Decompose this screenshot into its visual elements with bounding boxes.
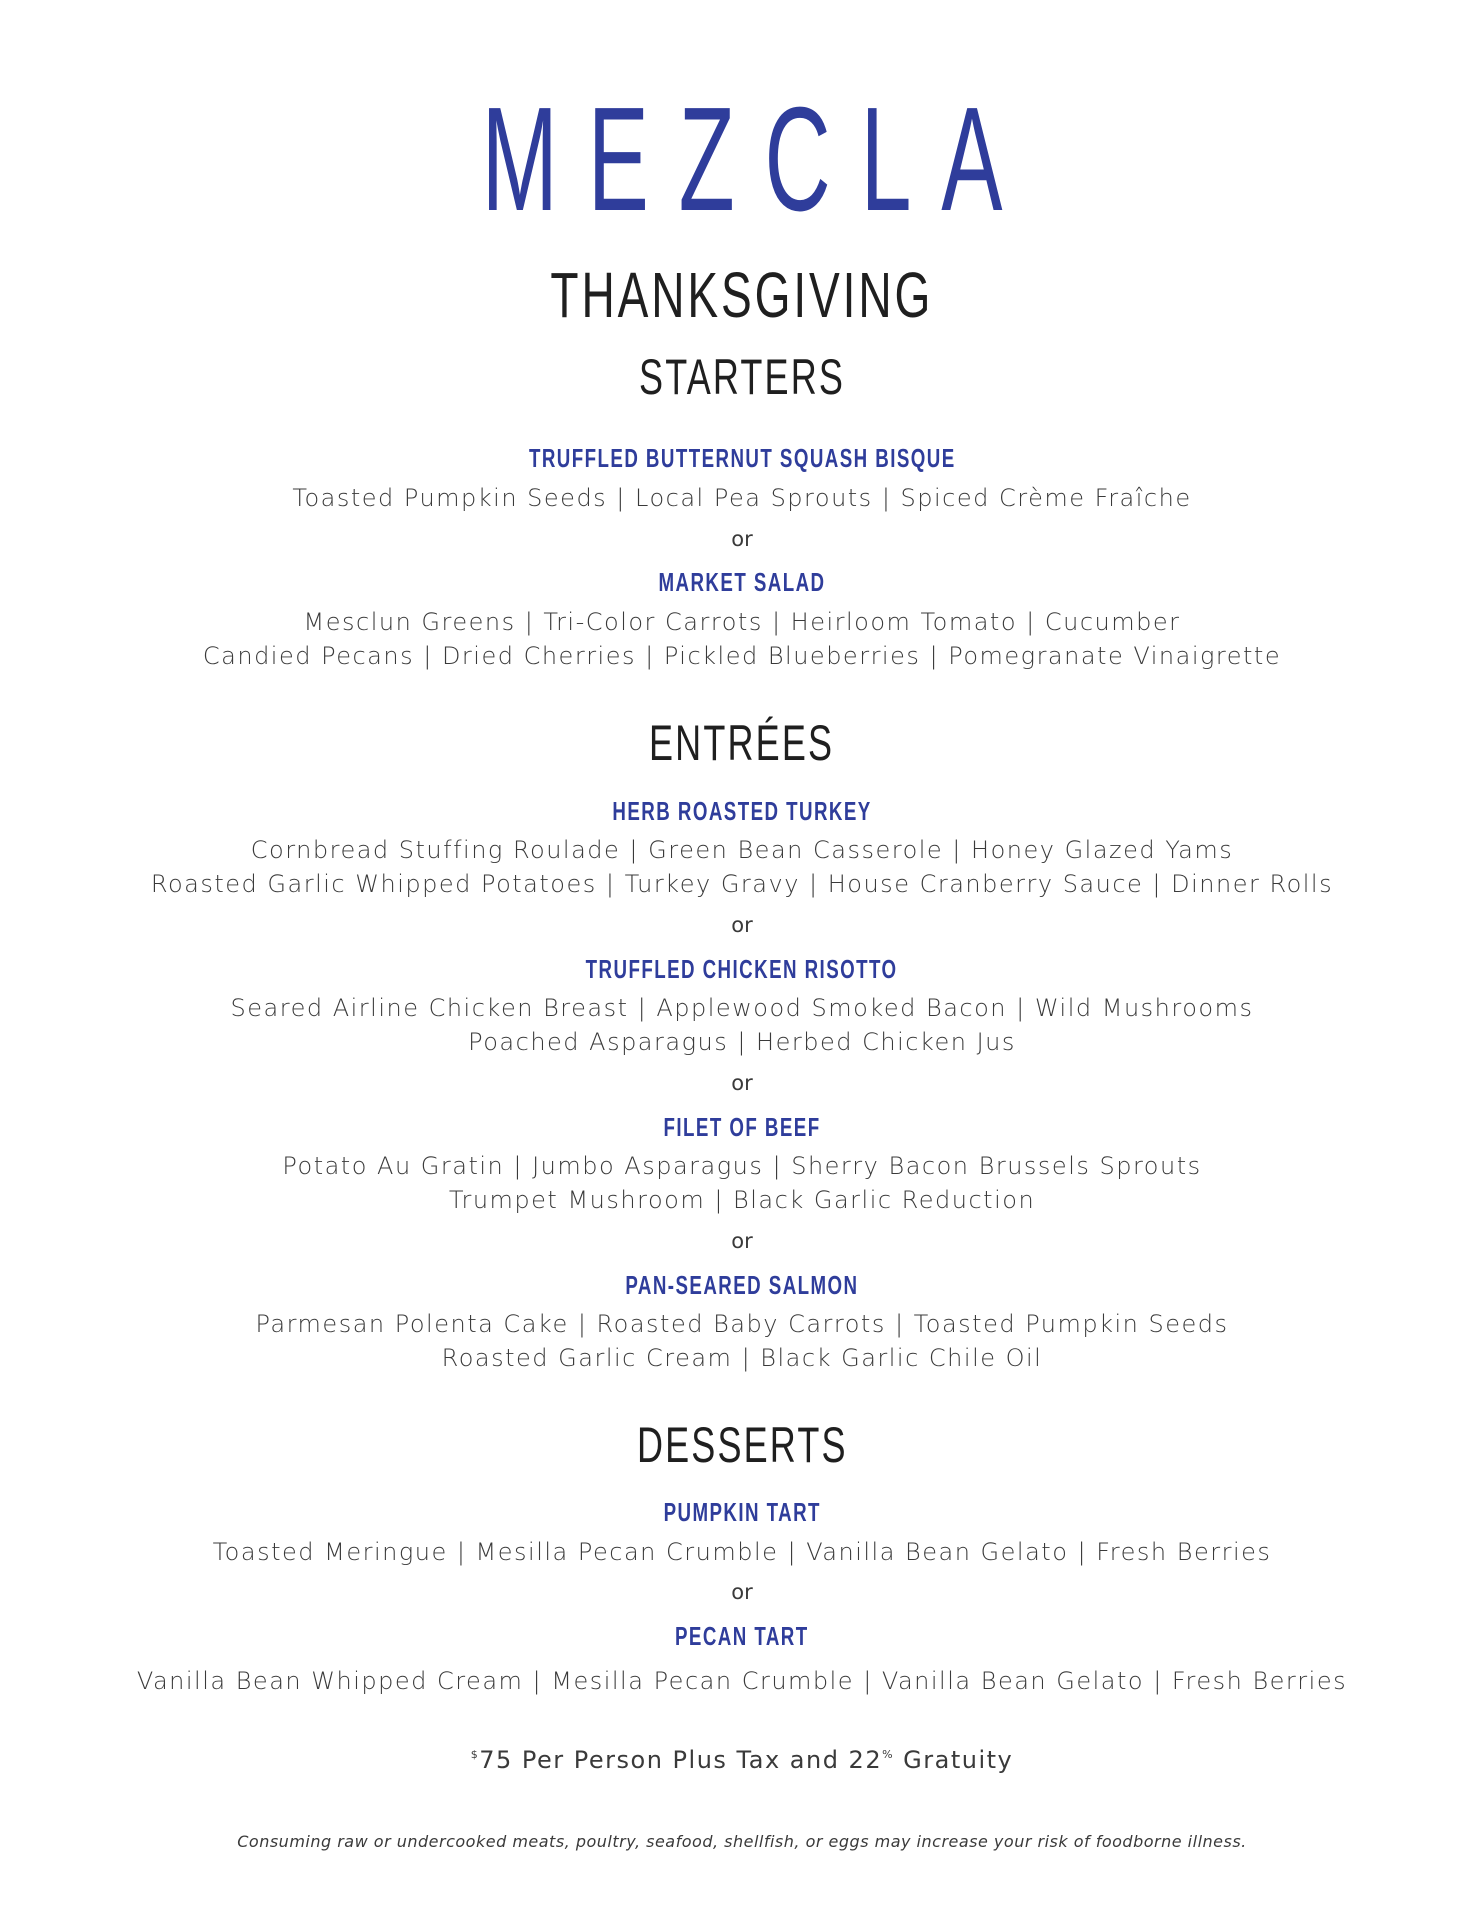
price-amount: 75 Per Person Plus Tax and 22 bbox=[479, 1746, 883, 1774]
dish-name: FILET OF BEEF bbox=[663, 1112, 821, 1142]
dish-description: Poached Asparagus | Herbed Chicken Jus bbox=[468, 1028, 1016, 1056]
or-separator: or bbox=[731, 527, 753, 551]
dish-description: Vanilla Bean Whipped Cream | Mesilla Pecan Crumble | Vanilla Bean Gelato | Fresh Berries bbox=[136, 1667, 1348, 1695]
dish-description: Toasted Meringue | Mesilla Pecan Crumble | Vanilla Bean Gelato | Fresh Berries bbox=[212, 1538, 1272, 1566]
dish-name: PUMPKIN TART bbox=[663, 1497, 821, 1527]
dish-name: MARKET SALAD bbox=[658, 567, 826, 597]
dish-description: Mesclun Greens | Tri-Color Carrots | Heirloom Tomato | Cucumber bbox=[303, 608, 1181, 636]
currency-symbol: $ bbox=[470, 1748, 480, 1761]
or-separator: or bbox=[731, 1580, 753, 1604]
price-suffix: Gratuity bbox=[894, 1746, 1014, 1774]
dish-description: Candied Pecans | Dried Cherries | Pickled Blueberries | Pomegranate Vinaigrette bbox=[202, 642, 1282, 670]
dish-description: Seared Airline Chicken Breast | Applewood Smoked Bacon | Wild Mushrooms bbox=[230, 994, 1254, 1022]
section-title-entrees: ENTRÉES bbox=[649, 715, 835, 771]
dish-description: Toasted Pumpkin Seeds | Local Pea Sprouts | Spiced Crème Fraîche bbox=[292, 484, 1192, 512]
dish-name: TRUFFLED CHICKEN RISOTTO bbox=[586, 954, 898, 984]
brand-logo: MEZCLA bbox=[481, 77, 1033, 242]
dish-name: PAN-SEARED SALMON bbox=[625, 1270, 859, 1300]
or-separator: or bbox=[731, 1071, 753, 1095]
or-separator: or bbox=[731, 1229, 753, 1253]
dish-description: Parmesan Polenta Cake | Roasted Baby Carrots | Toasted Pumpkin Seeds bbox=[255, 1310, 1229, 1338]
section-title-desserts: DESSERTS bbox=[636, 1417, 848, 1473]
dish-description: Trumpet Mushroom | Black Garlic Reduction bbox=[448, 1186, 1036, 1214]
dish-description: Roasted Garlic Cream | Black Garlic Chile Oil bbox=[441, 1344, 1043, 1372]
dish-description: Roasted Garlic Whipped Potatoes | Turkey Gravy | House Cranberry Sauce | Dinner Rolls bbox=[150, 870, 1334, 898]
dish-description: Potato Au Gratin | Jumbo Asparagus | Sherry Bacon Brussels Sprouts bbox=[282, 1152, 1202, 1180]
price-line bbox=[0, 1746, 1484, 1774]
dish-name: PECAN TART bbox=[675, 1621, 809, 1651]
percent-symbol: % bbox=[882, 1748, 895, 1761]
dish-name: HERB ROASTED TURKEY bbox=[612, 796, 872, 826]
section-title-starters: STARTERS bbox=[639, 349, 845, 405]
or-separator: or bbox=[731, 913, 753, 937]
dish-description: Cornbread Stuffing Roulade | Green Bean Casserole | Honey Glazed Yams bbox=[250, 836, 1234, 864]
event-title: THANKSGIVING bbox=[550, 259, 934, 331]
dish-name: TRUFFLED BUTTERNUT SQUASH BISQUE bbox=[528, 443, 956, 473]
foodborne-disclaimer: Consuming raw or undercooked meats, poultry, seafood, shellfish, or eggs may increase your risk of foodborne illness. bbox=[237, 1832, 1247, 1851]
